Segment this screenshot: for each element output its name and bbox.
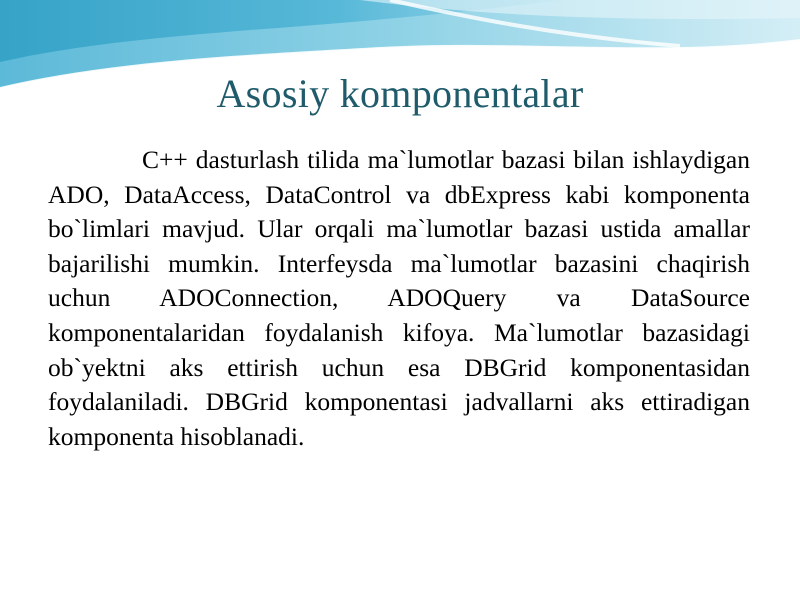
slide-body-text: C++ dasturlash tilida ma`lumotlar bazasi bilan ishlaydigan ADO, DataAccess, DataControl va dbExpress kabi komponenta bo`limlari mavjud. Ular orqali ma`lumotlar bazasi ustida amallar bajarilishi mumkin. Interfeysda ma`lumotlar bazasini chaqirish uchun ADOConnection, ADOQuery va DataSource komponentalaridan foydalanish kifoya. Ma`lumotlar bazasidagi ob`yektni aks ettirish uchun esa DBGrid komponentasidan foydalaniladi. DBGrid komponentasi jadvallarni aks ettiradigan komponenta hisoblanadi.	[48, 145, 750, 451]
slide-title: Asosiy komponentalar	[216, 71, 584, 116]
slide-body	[48, 143, 750, 454]
